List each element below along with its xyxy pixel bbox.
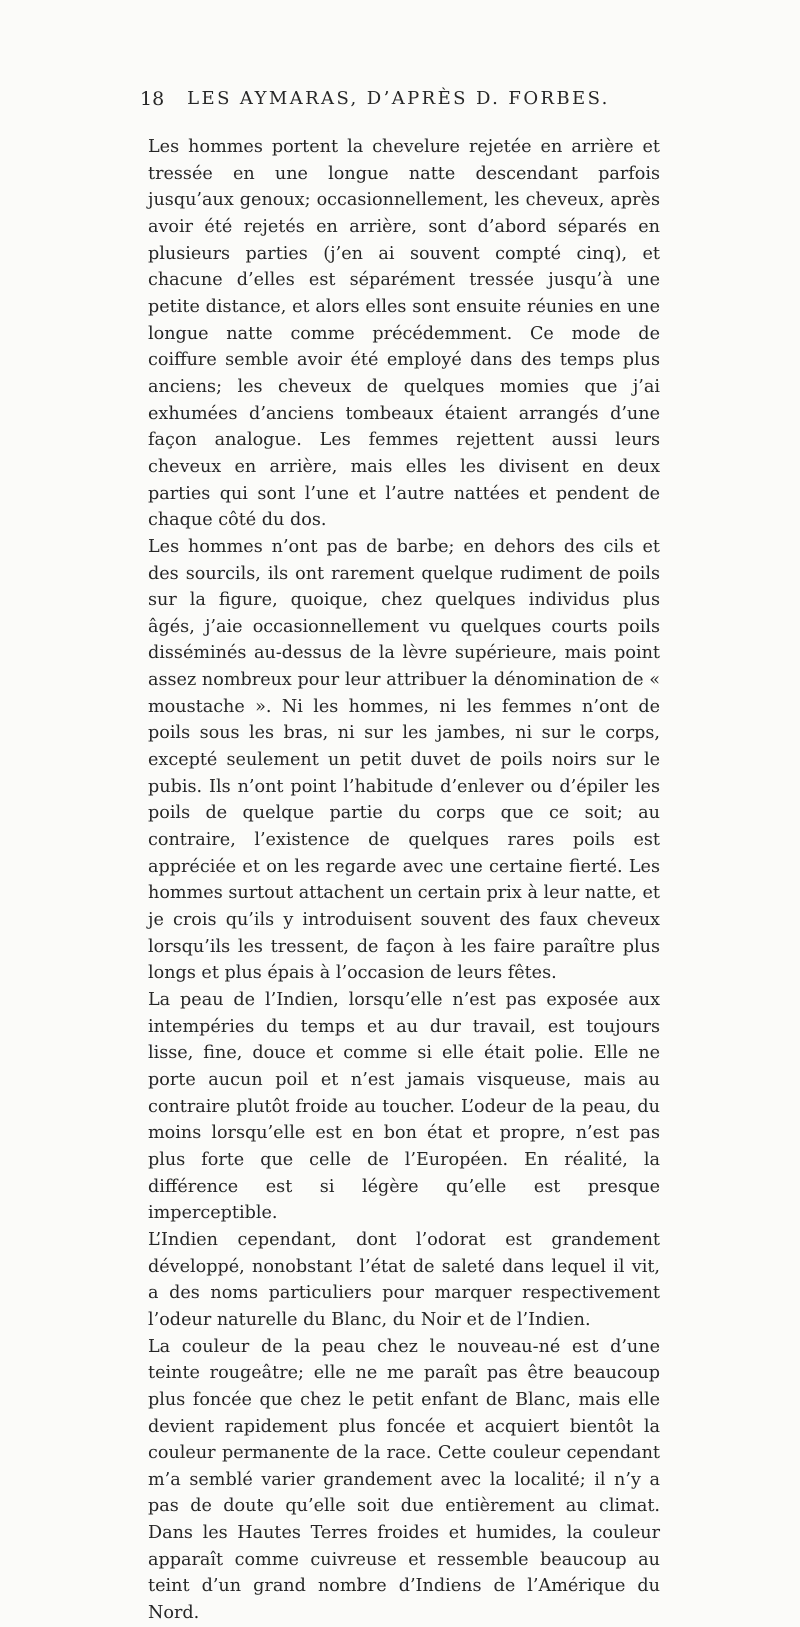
running-title: LES AYMARAS, D’APRÈS D. FORBES. [187,88,610,109]
paragraph-hair: Les hommes portent la chevelure rejetée en arrière et tressée en une longue natte descendant parfois jusqu’aux genoux; occasionnellement, les cheveux, après avoir été rejetés en arrière, sont d’abord séparés en plusieurs parties (j’en ai souvent compté cinq), et chacune d’elles est séparément tressée jusqu’à une petite distance, et alors elles sont ensuite réunies en une longue natte comme précédemment. Ce mode de coiffure semble avoir été employé dans des temps plus anciens; les cheveux de quelques momies que j’ai exhumées d’anciens tombeaux étaient arrangés d’une façon analogue. Les femmes rejettent aussi leurs cheveux en arrière, mais elles les divisent en deux parties qui sont l’une et l’autre nattées et pendent de chaque côté du dos. [148,137,660,531]
page-number: 18 [140,88,165,110]
paragraph-smell: L’Indien cependant, dont l’odorat est grandement développé, nonobstant l’état de saleté dans lequel il vit, a des noms particuliers pour marquer respectivement l’odeur naturelle du Blanc, du Noir et de l’Indien. [148,1229,660,1330]
paragraph-beard: Les hommes n’ont pas de barbe; en dehors des cils et des sourcils, ils ont rarement quelque rudiment de poils sur la figure, quoique, chez quelques individus plus âgés, j’aie occasionnellement vu quelques courts poils disséminés au-dessus de la lèvre supérieure, mais point assez nombreux pour leur attribuer la dénomination de « moustache ». Ni les hommes, ni les femmes n’ont de poils sous les bras, ni sur les jambes, ni sur le corps, excepté seulement un petit duvet de poils noirs sur le pubis. Ils n’ont point l’habitude d’enlever ou d’épiler les poils de quelque partie du corps que ce soit; au contraire, l’existence de quelques rares poils est appréciée et on les regarde avec une certaine fierté. Les hommes surtout attachent un certain prix à leur natte, et je crois qu’ils y introduisent souvent des faux cheveux lorsqu’ils les tressent, de façon à les faire paraître plus longs et plus épais à l’occasion de leurs fêtes. [148,536,660,984]
paragraph-color: La couleur de la peau chez le nouveau-né est d’une teinte rougeâtre; elle ne me paraît pas être beaucoup plus foncée que chez le petit enfant de Blanc, mais elle devient rapidement plus foncée et acquiert bientôt la couleur permanente de la race. Cette couleur cependant m’a semblé varier grandement avec la localité; il n’y a pas de doute qu’elle soit due entièrement au climat. Dans les Hautes Terres froides et humides, la couleur apparaît comme cuivreuse et ressemble beaucoup au teint d’un grand nombre d’Indiens de l’Amérique du Nord. [148,1336,660,1624]
paragraph-skin: La peau de l’Indien, lorsqu’elle n’est pas exposée aux intempéries du temps et au dur travail, est toujours lisse, fine, douce et comme si elle était polie. Elle ne porte aucun poil et n’est jamais visqueuse, mais au contraire plutôt froide au toucher. L’odeur de la peau, du moins lorsqu’elle est en bon état et propre, n’est pas plus forte que celle de l’Européen. En réalité, la différence est si légère qu’elle est presque imperceptible. [148,990,660,1224]
page-header [140,86,657,112]
body-text [148,134,660,1627]
